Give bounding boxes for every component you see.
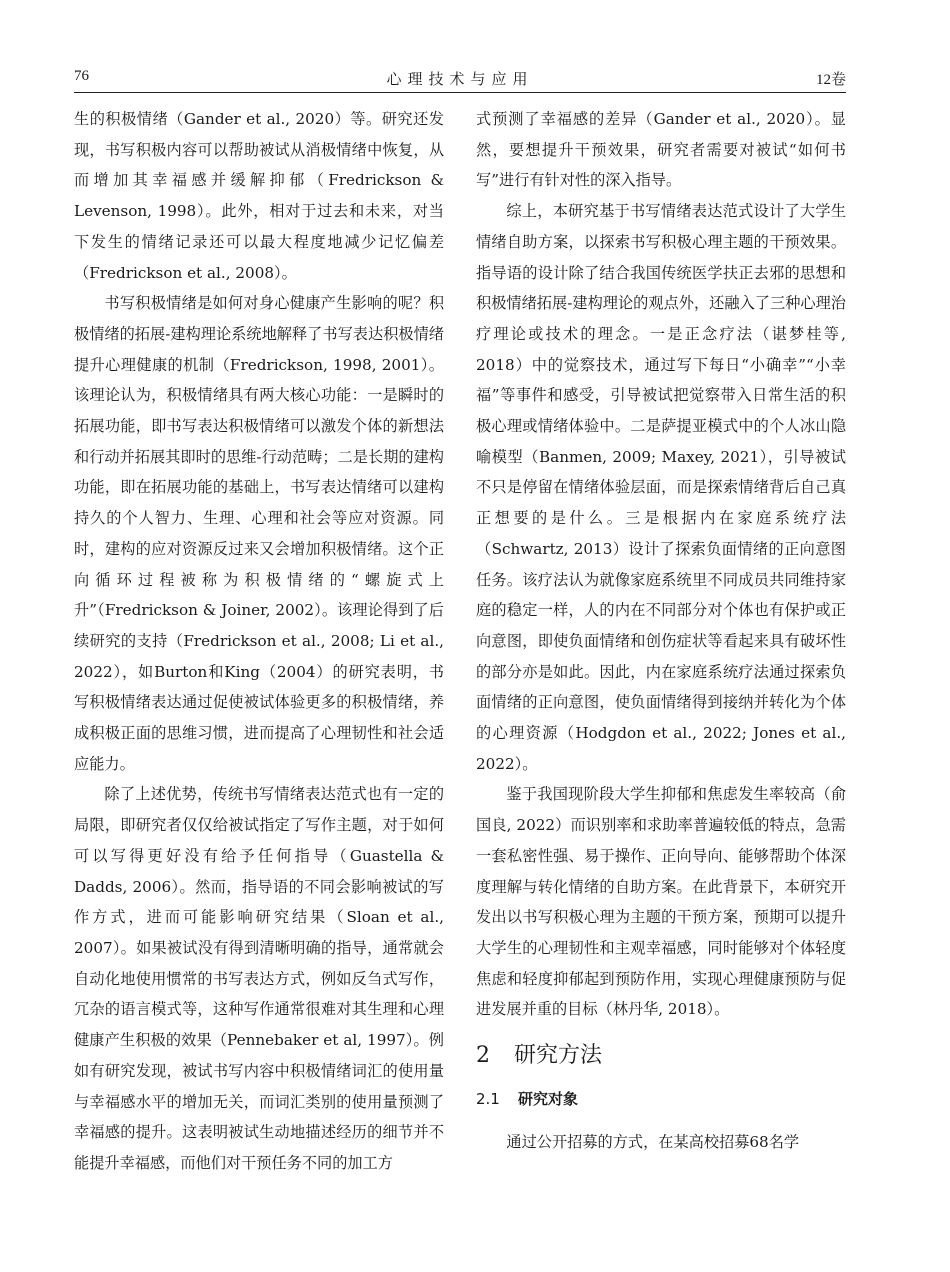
left-paragraph-2: 书写积极情绪是如何对身心健康产生影响的呢？积极情绪的拓展-建构理论系统地解释了书写表达积极情绪提升心理健康的机制（Fredrickson, 1998, 2001）。该理论认为，积极情绪具有两大核心功能：一是瞬时的拓展功能，即书写表达积极情绪可以激发个体的新想法和行动并拓展其即时的思维-行动范畴；二是长期的建构功能，即在拓展功能的基础上，书写表达情绪可以建构持久的个人智力、生理、心理和社会等应对资源。同时，建构的应对资源反过来又会增加积极情绪。这个正向循环过程被称为积极情绪的“螺旋式上升”（Fredrickson & Joiner, 2002）。该理论得到了后续研究的支持（Fredrickson et al., 2008; Li et al., 2022），如Burton和King（2004）的研究表明，书写积极情绪表达通过促使被试体验更多的积极情绪，养成积极正面的思维习惯，进而提高了心理韧性和社会适应能力。 bbox=[74, 294, 444, 773]
subsection-heading bbox=[476, 1085, 846, 1113]
journal-title: 心理技术与应用 bbox=[386, 72, 534, 88]
left-paragraph-3: 除了上述优势，传统书写情绪表达范式也有一定的局限，即研究者仅仅给被试指定了写作主题，对于如何可以写得更好没有给予任何指导（Guastella & Dadds, 2006）。然而，指导语的不同会影响被试的写作方式，进而可能影响研究结果（Sloan et al., 2007）。如果被试没有得到清晰明确的指导，通常就会自动化地使用惯常的书写表达方式，例如反刍式写作，冗杂的语言模式等，这种写作通常很难对其生理和心理健康产生积极的效果（Pennebaker et al, 1997）。例如有研究发现，被试书写内容中积极情绪词汇的使用量与幸福感水平的增加无关，而词汇类别的使用量预测了幸福感的提升。这表明被试生动地描述经历的细节并不能提升幸福感，而他们对干预任务不同的加工方 bbox=[74, 785, 444, 1172]
header-rule bbox=[74, 92, 846, 93]
right-column bbox=[476, 104, 846, 1158]
subsection-number: 2.1 bbox=[476, 1090, 500, 1109]
left-paragraph-1: 生的积极情绪（Gander et al., 2020）等。研究还发现，书写积极内容可以帮助被试从消极情绪中恢复，从而增加其幸福感并缓解抑郁（Fredrickson & Levenson, 1998）。此外，相对于过去和未来，对当下发生的情绪记录还可以最大程度地减少记忆偏差（Fredrickson et al., 2008）。 bbox=[74, 110, 444, 282]
right-paragraph-2: 综上，本研究基于书写情绪表达范式设计了大学生情绪自助方案，以探索书写积极心理主题的干预效果。指导语的设计除了结合我国传统医学扶正去邪的思想和积极情绪拓展-建构理论的观点外，还融入了三种心理治疗理论或技术的理念。一是正念疗法（谌梦桂等, 2018）中的觉察技术，通过写下每日“小确幸”“小幸福”等事件和感受，引导被试把觉察带入日常生活的积极心理或情绪体验中。二是萨提亚模式中的个人冰山隐喻模型（Banmen, 2009; Maxey, 2021），引导被试不只是停留在情绪体验层面，而是探索情绪背后自己真正想要的是什么。三是根据内在家庭系统疗法（Schwartz, 2013）设计了探索负面情绪的正向意图任务。该疗法认为就像家庭系统里不同成员共同维持家庭的稳定一样，人的内在不同部分对个体也有保护或正向意图，即使负面情绪和创伤症状等看起来具有破坏性的部分亦是如此。因此，内在家庭系统疗法通过探索负面情绪的正向意图，使负面情绪得到接纳并转化为个体的心理资源（Hodgdon et al., 2022; Jones et al., 2022）。 bbox=[476, 202, 846, 773]
left-column bbox=[74, 104, 444, 1179]
running-header bbox=[74, 68, 846, 92]
volume-label: 12卷 bbox=[815, 72, 846, 88]
page-number: 76 bbox=[74, 68, 89, 84]
final-paragraph: 通过公开招募的方式，在某高校招募68名学 bbox=[506, 1133, 800, 1152]
section-number: 2 bbox=[476, 1043, 490, 1069]
section-heading bbox=[476, 1039, 846, 1073]
subsection-title: 研究对象 bbox=[518, 1090, 579, 1109]
section-title: 研究方法 bbox=[514, 1043, 603, 1069]
right-paragraph-3: 鉴于我国现阶段大学生抑郁和焦虑发生率较高（俞国良, 2022）而识别率和求助率普遍较低的特点，急需一套私密性强、易于操作、正向导向、能够帮助个体深度理解与转化情绪的自助方案。在此背景下，本研究开发出以书写积极心理为主题的干预方案，预期可以提升大学生的心理韧性和主观幸福感，同时能够对个体轻度焦虑和轻度抑郁起到预防作用，实现心理健康预防与促进发展并重的目标（林丹华, 2018）。 bbox=[476, 785, 846, 1019]
right-paragraph-1: 式预测了幸福感的差异（Gander et al., 2020）。显然，要想提升干预效果，研究者需要对被试“如何书写”进行有针对性的深入指导。 bbox=[476, 110, 846, 190]
